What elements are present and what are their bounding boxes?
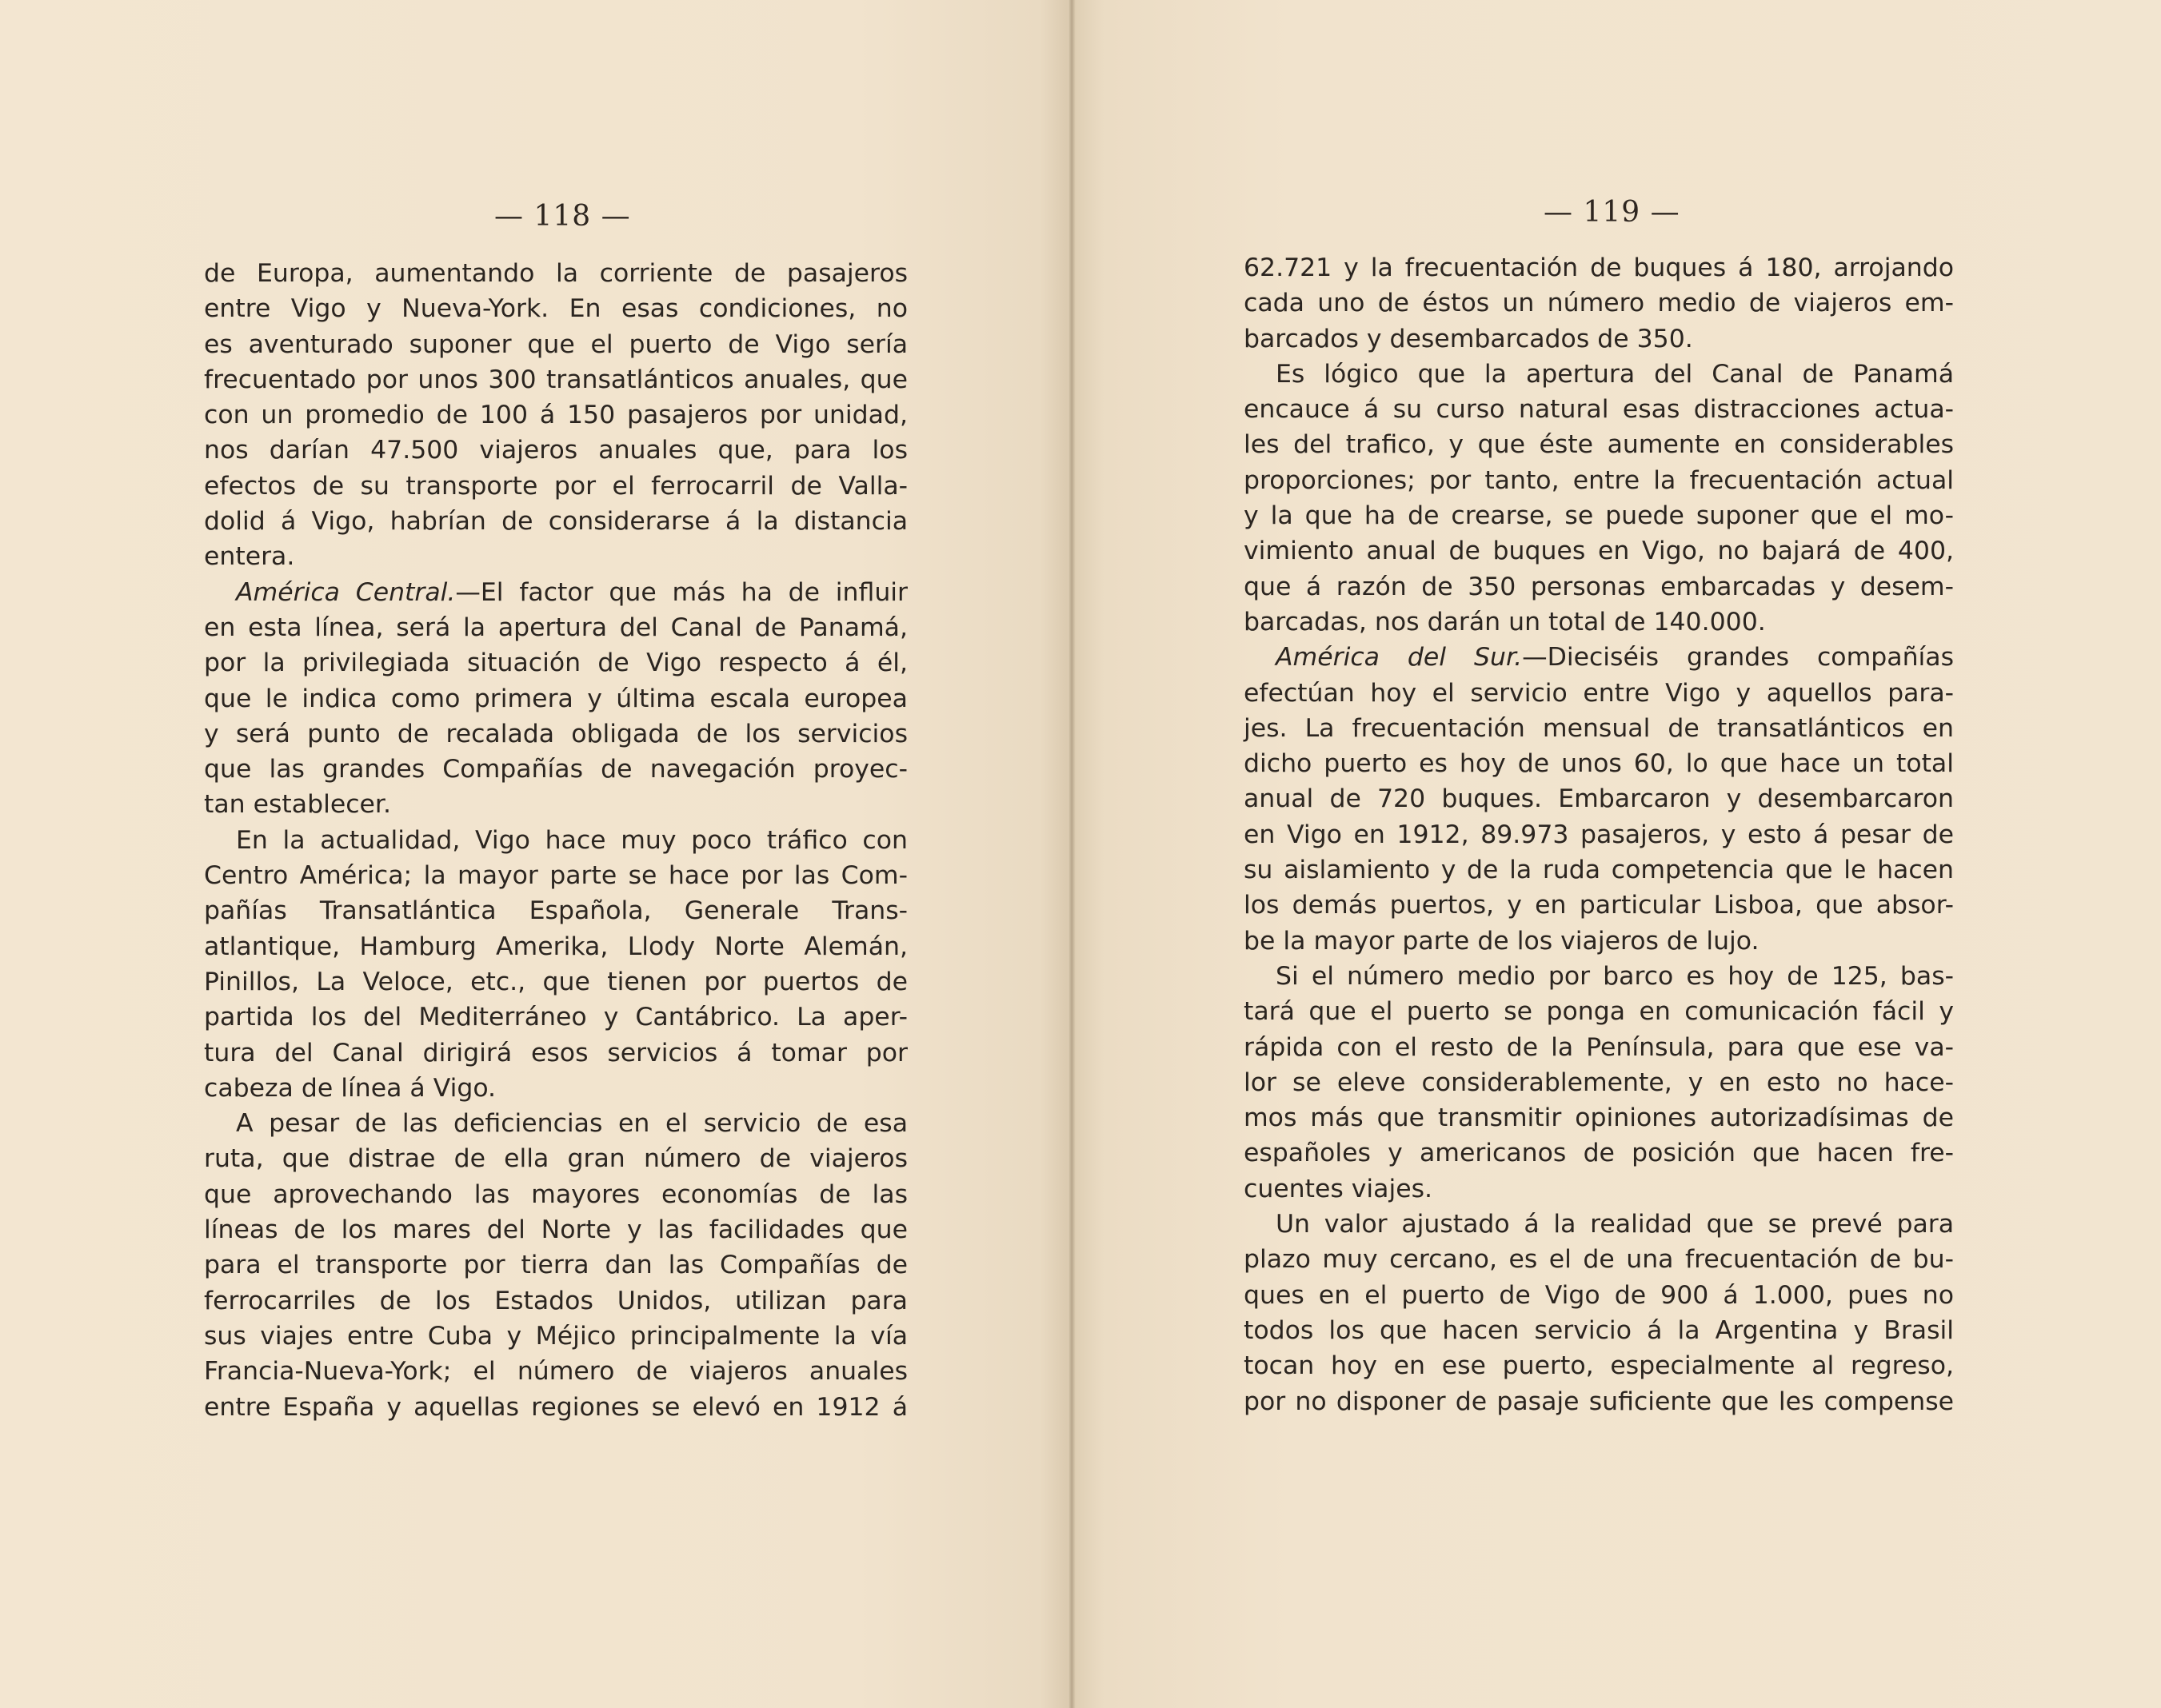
text-line: jes. La frecuentación mensual de transatlánticos en (1244, 713, 1954, 743)
text-line: barcados y desembarcados de 350. (1244, 324, 1693, 353)
text-line: ferrocarriles de los Estados Unidos, utilizan para (204, 1286, 908, 1315)
text-line-heading (204, 575, 908, 610)
text-line: Si el número medio por barco es hoy de 125, bas- (1276, 961, 1954, 991)
text-line: Centro América; la mayor parte se hace por las Com- (204, 861, 908, 891)
text-line: líneas de los mares del Norte y las facilidades que (204, 1215, 908, 1245)
text-line: cuentes viajes. (1244, 1174, 1433, 1203)
text-line: Un valor ajustado á la realidad que se prevé para (1276, 1210, 1954, 1239)
text-line: tará que el puerto se ponga en comunicación fácil y (1244, 997, 1954, 1027)
text-line: proporciones; por tanto, entre la frecuentación actual (1244, 465, 1954, 495)
body-text (204, 256, 908, 1425)
text-line-heading (1244, 640, 1954, 675)
text-line: entera. (204, 542, 295, 572)
text-line: cada uno de éstos un número medio de viajeros em- (1244, 289, 1954, 318)
text-line: que las grandes Compañías de navegación proyec- (204, 755, 908, 784)
text-line: barcadas, nos darán un total de 140.000. (1244, 607, 1766, 637)
text-line: rápida con el resto de la Península, para que ese va- (1244, 1032, 1954, 1062)
text-line: y será punto de recalada obligada de los servicios (204, 719, 908, 748)
text-line: A pesar de las deficiencias en el servicio de esa (236, 1109, 908, 1139)
text-line: les del trafico, y que éste aumente en considerables (1244, 430, 1954, 460)
text-line: partida los del Mediterráneo y Cantábrico. La aper- (204, 1003, 908, 1032)
text-line: tura del Canal dirigirá esos servicios á tomar por (204, 1038, 908, 1068)
text-line: tan establecer. (204, 790, 391, 820)
text-line: 62.721 y la frecuentación de buques á 180, arrojando (1244, 253, 1954, 282)
text-line: que á razón de 350 personas embarcadas y desem- (1244, 572, 1954, 601)
text-line: anual de 720 buques. Embarcaron y desembarcaron (1244, 784, 1954, 814)
text-line: por no disponer de pasaje suficiente que les compense (1244, 1387, 1954, 1416)
text-line: atlantique, Hamburg Amerika, Llody Norte Alemán, (204, 932, 908, 961)
text-line: ques en el puerto de Vigo de 900 á 1.000, pues no (1244, 1280, 1954, 1310)
text-line: entre España y aquellas regiones se elevó en 1912 á (204, 1392, 908, 1422)
text-line: de Europa, aumentando la corriente de pasajeros (204, 259, 908, 288)
text-line: los demás puertos, y en particular Lisboa, que absor- (1244, 891, 1954, 920)
book-gutter (1068, 0, 1076, 1708)
text-line: Pinillos, La Veloce, etc., que tienen por puertos de (204, 967, 908, 996)
text-line: encauce á su curso natural esas distracciones actua- (1244, 395, 1954, 425)
text-line: frecuentado por unos 300 transatlánticos anuales, que (204, 365, 908, 394)
page-number: — 118 — (494, 200, 631, 233)
text-line: vimiento anual de buques en Vigo, no bajará de 400, (1244, 537, 1954, 566)
text-line: —Dieciséis grandes compañías (1522, 643, 1954, 672)
text-line: efectos de su transporte por el ferrocarril de Valla- (204, 471, 908, 501)
text-line: nos darían 47.500 viajeros anuales que, para los (204, 436, 908, 465)
body-text (1244, 250, 1954, 1419)
section-heading: América del Sur. (1276, 643, 1523, 672)
text-line: españoles y americanos de posición que hacen fre- (1244, 1139, 1954, 1168)
text-line: en esta línea, será la apertura del Canal de Panamá, (204, 613, 908, 642)
text-line: por la privilegiada situación de Vigo respecto á él, (204, 648, 908, 678)
page-number: — 119 — (1544, 196, 1680, 229)
text-line: dolid á Vigo, habrían de considerarse á la distancia (204, 507, 908, 537)
text-line: todos los que hacen servicio á la Argentina y Brasil (1244, 1315, 1954, 1345)
text-line: ruta, que distrae de ella gran número de viajeros (204, 1144, 908, 1174)
text-line: cabeza de línea á Vigo. (204, 1073, 497, 1103)
text-line: plazo muy cercano, es el de una frecuentación de bu- (1244, 1245, 1954, 1275)
text-line: dicho puerto es hoy de unos 60, lo que hace un total (1244, 749, 1954, 779)
section-heading: América Central. (236, 577, 456, 607)
text-line: efectúan hoy el servicio entre Vigo y aquellos para- (1244, 678, 1954, 708)
text-line: y la que ha de crearse, se puede suponer que el mo- (1244, 501, 1954, 531)
text-line: sus viajes entre Cuba y Méjico principalmente la vía (204, 1321, 908, 1351)
text-line: lor se eleve considerablemente, y en esto no hace- (1244, 1068, 1954, 1097)
text-line: tocan hoy en ese puerto, especialmente al regreso, (1244, 1351, 1954, 1381)
text-line: es aventurado suponer que el puerto de Vigo sería (204, 329, 908, 359)
text-line: pañías Transatlántica Española, Generale Trans- (204, 896, 908, 926)
text-line: entre Vigo y Nueva-York. En esas condiciones, no (204, 294, 908, 324)
text-line: —El factor que más ha de influir (455, 577, 908, 607)
right-page (1072, 0, 2161, 1708)
text-line: en Vigo en 1912, 89.973 pasajeros, y esto á pesar de (1244, 820, 1954, 849)
left-page (0, 0, 1072, 1708)
text-line: su aislamiento y de la ruda competencia que le hacen (1244, 856, 1954, 885)
text-line: Francia-Nueva-York; el número de viajeros anuales (204, 1357, 908, 1387)
text-line: mos más que transmitir opiniones autorizadísimas de (1244, 1103, 1954, 1133)
text-line: que le indica como primera y última escala europea (204, 684, 908, 713)
text-line: En la actualidad, Vigo hace muy poco tráfico con (236, 825, 908, 855)
text-line: be la mayor parte de los viajeros de lujo. (1244, 926, 1760, 956)
text-line: para el transporte por tierra dan las Compañías de (204, 1251, 908, 1280)
text-line: Es lógico que la apertura del Canal de Panamá (1276, 359, 1954, 389)
text-line: que aprovechando las mayores economías de las (204, 1179, 908, 1209)
text-line: con un promedio de 100 á 150 pasajeros por unidad, (204, 401, 908, 430)
